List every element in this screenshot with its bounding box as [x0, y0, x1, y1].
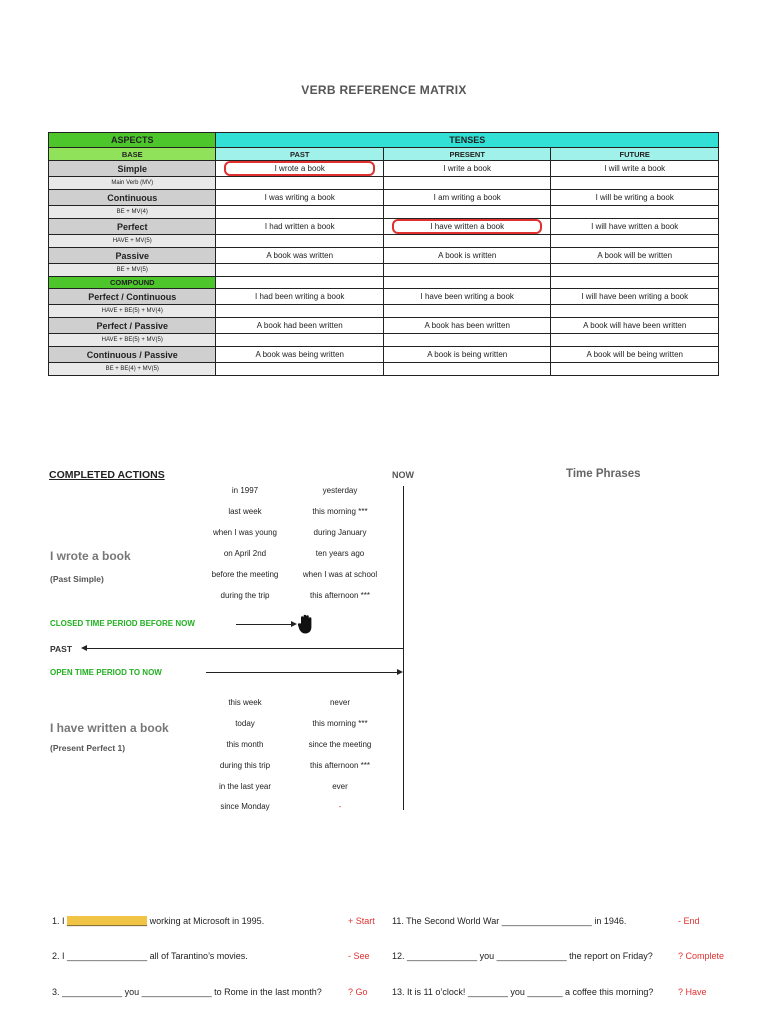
- exercise-text: working at Microsoft in 1995.: [149, 916, 265, 926]
- empty-cell: [551, 334, 719, 347]
- empty-cell: [383, 334, 550, 347]
- time-phrase: ever: [332, 782, 348, 791]
- now-label: NOW: [392, 470, 414, 480]
- aspect-continuous-passive: Continuous / Passive: [49, 347, 216, 363]
- time-phrase: last week: [228, 507, 262, 516]
- aspects-header: ASPECTS: [49, 133, 216, 148]
- hand-stop-icon: [297, 614, 315, 634]
- time-phrase: when I was at school: [302, 570, 378, 579]
- aspect-perfect-continuous: Perfect / Continuous: [49, 289, 216, 305]
- example-perfect-continuous-past: I had been writing a book: [216, 289, 383, 305]
- aspect-continuous: Continuous: [49, 190, 216, 206]
- example-passive-future: A book will be written: [551, 248, 719, 264]
- base-header: BASE: [49, 148, 216, 161]
- example-past-simple-label: (Past Simple): [50, 574, 104, 584]
- open-period-arrow: [206, 672, 398, 673]
- exercise-3: 3. ____________ you ______________ to Rome in the last month?: [52, 987, 322, 997]
- empty-cell: [216, 363, 383, 376]
- open-period-label: OPEN TIME PERIOD TO NOW: [50, 668, 162, 677]
- time-phrase: in 1997: [231, 486, 259, 495]
- exercise-hint: - End: [678, 916, 700, 926]
- time-phrase: this week: [228, 698, 262, 707]
- time-phrase: this morning ***: [312, 719, 368, 728]
- empty-cell: [383, 264, 550, 277]
- empty-cell: [383, 277, 550, 289]
- empty-cell: [216, 334, 383, 347]
- empty-cell: [551, 177, 719, 190]
- example-perfect-continuous-future: I will have been writing a book: [551, 289, 719, 305]
- example-perfect-present: [383, 219, 550, 235]
- exercise-hint: ? Have: [678, 987, 707, 997]
- past-label: PAST: [50, 644, 73, 654]
- example-text: I wrote a book: [274, 164, 325, 173]
- example-perfect-passive-past: A book had been written: [216, 318, 383, 334]
- time-phrase: during January: [313, 528, 367, 537]
- empty-cell: [216, 235, 383, 248]
- time-phrase: on April 2nd: [223, 549, 267, 558]
- empty-cell: [383, 206, 550, 219]
- tenses-header: TENSES: [216, 133, 719, 148]
- red-circle-highlight: [392, 219, 542, 234]
- time-phrase: this month: [226, 740, 264, 749]
- formula-continuous-passive: BE + BE(4) + MV(5): [49, 363, 216, 376]
- aspect-simple: Simple: [49, 161, 216, 177]
- column-header-past: PAST: [216, 148, 383, 161]
- empty-cell: [216, 277, 383, 289]
- empty-cell: [551, 264, 719, 277]
- time-phrase: this morning ***: [312, 507, 368, 516]
- formula-perfect: HAVE + MV(5): [49, 235, 216, 248]
- completed-actions-heading: COMPLETED ACTIONS: [49, 469, 165, 481]
- exercise-2: 2. I ________________ all of Tarantino’s movies.: [52, 951, 248, 961]
- empty-cell: [383, 305, 550, 318]
- red-circle-highlight: [224, 161, 374, 176]
- time-phrase: during the trip: [220, 591, 270, 600]
- closed-period-label: CLOSED TIME PERIOD BEFORE NOW: [50, 619, 195, 628]
- empty-cell: [216, 206, 383, 219]
- time-phrase: ten years ago: [315, 549, 365, 558]
- empty-cell: [216, 305, 383, 318]
- example-continuous-future: I will be writing a book: [551, 190, 719, 206]
- example-present-perfect-label: (Present Perfect 1): [50, 743, 126, 753]
- empty-cell: [383, 177, 550, 190]
- exercise-hint: + Start: [348, 916, 375, 926]
- exercise-1: [52, 916, 264, 926]
- verb-matrix-table: [48, 132, 719, 376]
- empty-cell: [216, 264, 383, 277]
- example-perfect-past: I had written a book: [216, 219, 383, 235]
- example-present-perfect-sentence: I have written a book: [50, 721, 169, 735]
- empty-cell: [551, 305, 719, 318]
- formula-perfect-continuous: HAVE + BE(5) + MV(4): [49, 305, 216, 318]
- example-continuous-passive-past: A book was being written: [216, 347, 383, 363]
- exercise-12: 12. ______________ you ______________ the report on Friday?: [392, 951, 653, 961]
- exercise-hint: ? Complete: [678, 951, 725, 961]
- time-phrase: during this trip: [219, 761, 271, 770]
- now-timeline: [403, 486, 404, 810]
- example-past-simple-sentence: I wrote a book: [50, 549, 131, 563]
- time-phrases-heading: Time Phrases: [566, 468, 641, 480]
- formula-simple: Main Verb (MV): [49, 177, 216, 190]
- empty-cell: [551, 363, 719, 376]
- example-continuous-passive-future: A book will be being written: [551, 347, 719, 363]
- example-simple-present: I write a book: [383, 161, 550, 177]
- aspect-passive: Passive: [49, 248, 216, 264]
- exercise-13: 13. It is 11 o’clock! ________ you _______ a coffee this morning?: [392, 987, 654, 997]
- example-text: I have written a book: [430, 222, 505, 231]
- time-phrase: since Monday: [220, 802, 270, 811]
- empty-cell: [383, 363, 550, 376]
- exercise-hint: - See: [348, 951, 370, 961]
- time-phrase: -: [338, 802, 342, 811]
- example-perfect-passive-future: A book will have been written: [551, 318, 719, 334]
- formula-continuous: BE + MV(4): [49, 206, 216, 219]
- example-simple-past: [216, 161, 383, 177]
- time-phrase: in the last year: [218, 782, 272, 791]
- time-phrase: since the meeting: [308, 740, 372, 749]
- formula-passive: BE + MV(5): [49, 264, 216, 277]
- answer-blank[interactable]: ________________: [67, 916, 148, 926]
- empty-cell: [383, 235, 550, 248]
- exercise-11: 11. The Second World War __________________ in 1946.: [392, 916, 627, 926]
- aspect-perfect: Perfect: [49, 219, 216, 235]
- compound-header: COMPOUND: [49, 277, 216, 289]
- empty-cell: [551, 206, 719, 219]
- column-header-present: PRESENT: [383, 148, 550, 161]
- example-perfect-passive-present: A book has been written: [383, 318, 550, 334]
- example-continuous-present: I am writing a book: [383, 190, 550, 206]
- aspect-perfect-passive: Perfect / Passive: [49, 318, 216, 334]
- example-passive-past: A book was written: [216, 248, 383, 264]
- time-phrase: this afternoon ***: [309, 591, 371, 600]
- page-title: VERB REFERENCE MATRIX: [301, 83, 467, 97]
- example-perfect-future: I will have written a book: [551, 219, 719, 235]
- arrow-head-icon: [397, 669, 403, 675]
- time-phrase: today: [235, 719, 255, 728]
- example-simple-future: I will write a book: [551, 161, 719, 177]
- exercise-hint: ? Go: [348, 987, 368, 997]
- empty-cell: [551, 235, 719, 248]
- time-phrase: yesterday: [322, 486, 358, 495]
- example-perfect-continuous-present: I have been writing a book: [383, 289, 550, 305]
- time-phrase: when I was young: [212, 528, 278, 537]
- example-continuous-past: I was writing a book: [216, 190, 383, 206]
- time-phrase: this afternoon ***: [309, 761, 371, 770]
- empty-cell: [551, 277, 719, 289]
- time-phrase: before the meeting: [211, 570, 279, 579]
- example-passive-present: A book is written: [383, 248, 550, 264]
- exercise-text: 1. I: [52, 916, 65, 926]
- time-phrase: never: [329, 698, 350, 707]
- empty-cell: [216, 177, 383, 190]
- example-continuous-passive-present: A book is being written: [383, 347, 550, 363]
- closed-period-arrow: [236, 624, 292, 625]
- past-arrow-line: [86, 648, 403, 649]
- column-header-future: FUTURE: [551, 148, 719, 161]
- formula-perfect-passive: HAVE + BE(5) + MV(5): [49, 334, 216, 347]
